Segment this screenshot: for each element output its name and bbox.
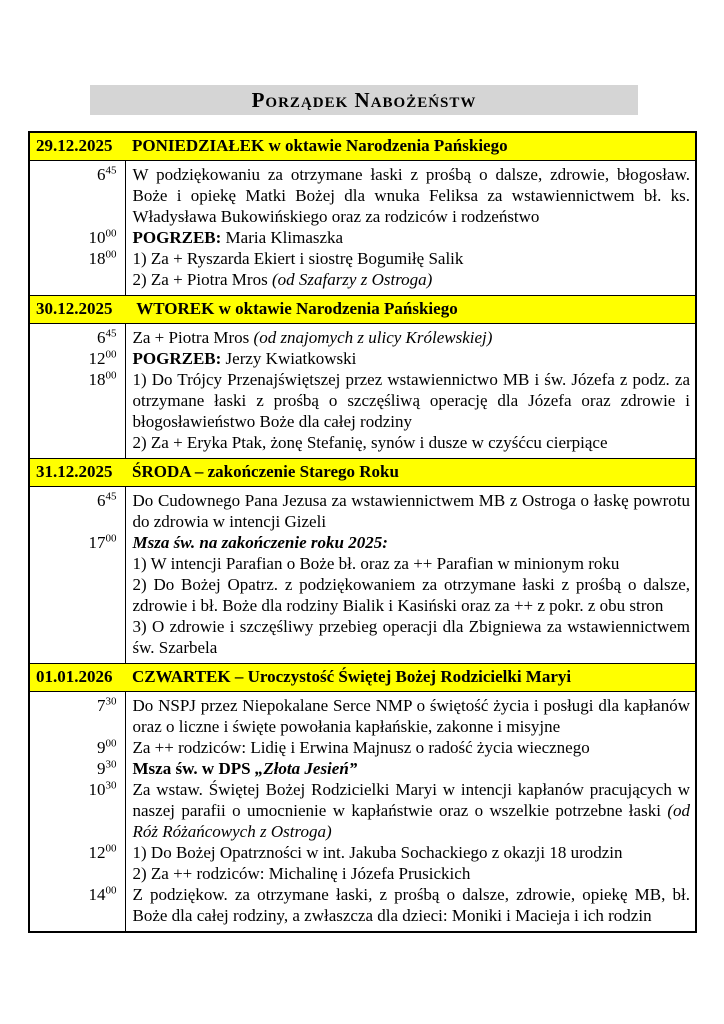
time-hour: 7 (97, 696, 106, 715)
intention-segment: POGRZEB: (132, 228, 222, 247)
day-title: CZWARTEK – Uroczystość Świętej Bożej Rodzicielki Maryi (125, 664, 696, 692)
intention-segment: „Złota Jesień” (254, 759, 358, 778)
time-hour: 6 (97, 491, 106, 510)
intention-text (125, 324, 696, 349)
intention-segment: Z podziękow. za otrzymane łaski, z prośbą o dalsze, zdrowie, opiekę MB, bł. Boże dla całej rodziny, a zwłaszcza dla dzieci: Moniki i Macieja i ich rodzin (132, 885, 690, 925)
document-title-bar (90, 85, 638, 115)
intention-text (125, 863, 696, 884)
intention-segment: 1) W intencji Parafian o Boże bł. oraz za ++ Parafian w minionym roku (132, 554, 620, 573)
time-cell (29, 348, 125, 369)
time-hour: 9 (97, 738, 106, 757)
intention-text (125, 692, 696, 738)
time-minutes: 00 (105, 369, 117, 382)
entry-row (29, 487, 696, 533)
day-header-row (29, 459, 696, 487)
time-cell (29, 737, 125, 758)
intention-segment: Za wstaw. Świętej Bożej Rodzicielki Maryi w intencji kapłanów pracujących w naszej parafii o umocnienie w kapłaństwie oraz o wszelkie potrzebne łaski (132, 780, 690, 820)
time-minutes: 30 (105, 779, 117, 792)
entry-row (29, 227, 696, 248)
document-title: Porządek Nabożeństw (251, 87, 477, 112)
intention-segment: (od Szafarzy z Ostroga) (271, 270, 433, 289)
intention-text (125, 737, 696, 758)
intention-segment: 2) Do Bożej Opatrz. z podziękowaniem za otrzymane łaski z prośbą o dalsze, zdrowie i bł. Boże dla rodziny Bialik i Kasiński oraz za ++ z pokr. z obu stron (132, 575, 690, 615)
entry-row (29, 758, 696, 779)
time-cell (29, 779, 125, 842)
time-hour: 12 (88, 843, 106, 862)
time-cell (29, 432, 125, 459)
time-hour: 14 (88, 885, 106, 904)
entry-row (29, 269, 696, 296)
intention-text (125, 269, 696, 296)
intention-segment: POGRZEB: (132, 349, 222, 368)
entry-row (29, 432, 696, 459)
intention-segment: Jerzy Kwiatkowski (221, 349, 357, 368)
entry-row (29, 884, 696, 932)
time-cell (29, 863, 125, 884)
time-cell (29, 161, 125, 228)
intention-text (125, 248, 696, 269)
time-cell (29, 758, 125, 779)
intention-text (125, 842, 696, 863)
day-title: ŚRODA – zakończenie Starego Roku (125, 459, 696, 487)
day-header-row (29, 132, 696, 161)
intention-segment: Za ++ rodziców: Lidię i Erwina Majnusz o radość życia wiecznego (132, 738, 590, 757)
intention-text (125, 487, 696, 533)
day-header-row (29, 664, 696, 692)
intention-text (125, 574, 696, 616)
entry-row (29, 779, 696, 842)
time-minutes: 45 (105, 327, 117, 340)
time-hour: 17 (88, 533, 106, 552)
entry-row (29, 532, 696, 553)
intention-segment: Msza św. w DPS (132, 759, 255, 778)
entry-row (29, 616, 696, 664)
time-cell (29, 616, 125, 664)
time-cell (29, 369, 125, 432)
time-minutes: 30 (105, 695, 117, 708)
intention-segment: W podziękowaniu za otrzymane łaski z prośbą o dalsze, zdrowie, błogosław. Boże i opiekę Matki Bożej dla wnuka Feliksa za wstawiennictwem bł. ks. Władysława Bukowińskiego oraz za rodziców i rodzeństwo (132, 165, 690, 226)
schedule-table (28, 131, 697, 933)
intention-segment: 3) O zdrowie i szczęśliwy przebieg operacji dla Zbigniewa za wstawiennictwem św. Szarbela (132, 617, 690, 657)
time-hour: 9 (97, 759, 106, 778)
intention-segment: Za + Piotra Mros (132, 328, 254, 347)
schedule-table-body (29, 132, 696, 932)
time-cell (29, 269, 125, 296)
time-minutes: 00 (105, 227, 117, 240)
time-hour: 6 (97, 165, 106, 184)
entry-row (29, 248, 696, 269)
intention-text (125, 779, 696, 842)
date-cell: 01.01.2026 (29, 664, 125, 692)
time-cell (29, 842, 125, 863)
entry-row (29, 324, 696, 349)
intention-segment: Maria Klimaszka (221, 228, 344, 247)
time-hour: 18 (88, 249, 106, 268)
time-minutes: 00 (105, 842, 117, 855)
time-minutes: 00 (105, 737, 117, 750)
entry-row (29, 737, 696, 758)
time-minutes: 00 (105, 884, 117, 897)
intention-segment: 2) Za + Piotra Mros (132, 270, 272, 289)
day-header-row (29, 296, 696, 324)
day-title: PONIEDZIAŁEK w oktawie Narodzenia Pańskiego (125, 132, 696, 161)
time-minutes: 00 (105, 348, 117, 361)
intention-segment: 2) Za ++ rodziców: Michalinę i Józefa Prusickich (132, 864, 471, 883)
time-cell (29, 574, 125, 616)
intention-segment: Msza św. na zakończenie roku 2025: (132, 533, 388, 552)
time-cell (29, 553, 125, 574)
intention-segment: Do NSPJ przez Niepokalane Serce NMP o świętość życia i posługi dla kapłanów oraz o liczne i święte powołania kapłańskie, zakonne i misyjne (132, 696, 690, 736)
time-hour: 10 (88, 780, 106, 799)
intention-text (125, 532, 696, 553)
time-cell (29, 487, 125, 533)
time-minutes: 45 (105, 490, 117, 503)
time-hour: 18 (88, 370, 106, 389)
time-cell (29, 324, 125, 349)
intention-segment: 1) Do Trójcy Przenajświętszej przez wstawiennictwo MB i św. Józefa z podz. za otrzymane łaski z prośbą o szczęśliwą operację dla Józefa oraz zdrowie i błogosławieństwo Boże dla całej rodziny (132, 370, 690, 431)
time-minutes: 00 (105, 532, 117, 545)
intention-segment: 1) Do Bożej Opatrzności w int. Jakuba Sochackiego z okazji 18 urodzin (132, 843, 623, 862)
time-minutes: 45 (105, 164, 117, 177)
time-cell (29, 692, 125, 738)
date-cell: 29.12.2025 (29, 132, 125, 161)
intention-segment: (od Róż Różańcowych z Ostroga) (132, 801, 690, 841)
time-hour: 12 (88, 349, 106, 368)
intention-segment: 2) Za + Eryka Ptak, żonę Stefanię, synów i dusze w czyśćcu cierpiące (132, 433, 608, 452)
intention-text (125, 161, 696, 228)
intention-segment: 1) Za + Ryszarda Ekiert i siostrę Bogumiłę Salik (132, 249, 464, 268)
entry-row (29, 692, 696, 738)
intention-text (125, 553, 696, 574)
intention-text (125, 227, 696, 248)
time-minutes: 00 (105, 248, 117, 261)
intention-text (125, 758, 696, 779)
entry-row (29, 553, 696, 574)
entry-row (29, 348, 696, 369)
entry-row (29, 863, 696, 884)
time-cell (29, 532, 125, 553)
time-hour: 6 (97, 328, 106, 347)
date-cell: 30.12.2025 (29, 296, 125, 324)
entry-row (29, 161, 696, 228)
time-cell (29, 248, 125, 269)
day-title: WTOREK w oktawie Narodzenia Pańskiego (125, 296, 696, 324)
entry-row (29, 574, 696, 616)
intention-text (125, 616, 696, 664)
intention-segment: (od znajomych z ulicy Królewskiej) (253, 328, 493, 347)
intention-text (125, 348, 696, 369)
time-hour: 10 (88, 228, 106, 247)
intention-segment: Do Cudownego Pana Jezusa za wstawiennictwem MB z Ostroga o łaskę powrotu do zdrowia w intencji Gizeli (132, 491, 690, 531)
intention-text (125, 369, 696, 432)
entry-row (29, 842, 696, 863)
entry-row (29, 369, 696, 432)
time-minutes: 30 (105, 758, 117, 771)
date-cell: 31.12.2025 (29, 459, 125, 487)
intention-text (125, 432, 696, 459)
intention-text (125, 884, 696, 932)
time-cell (29, 227, 125, 248)
time-cell (29, 884, 125, 932)
